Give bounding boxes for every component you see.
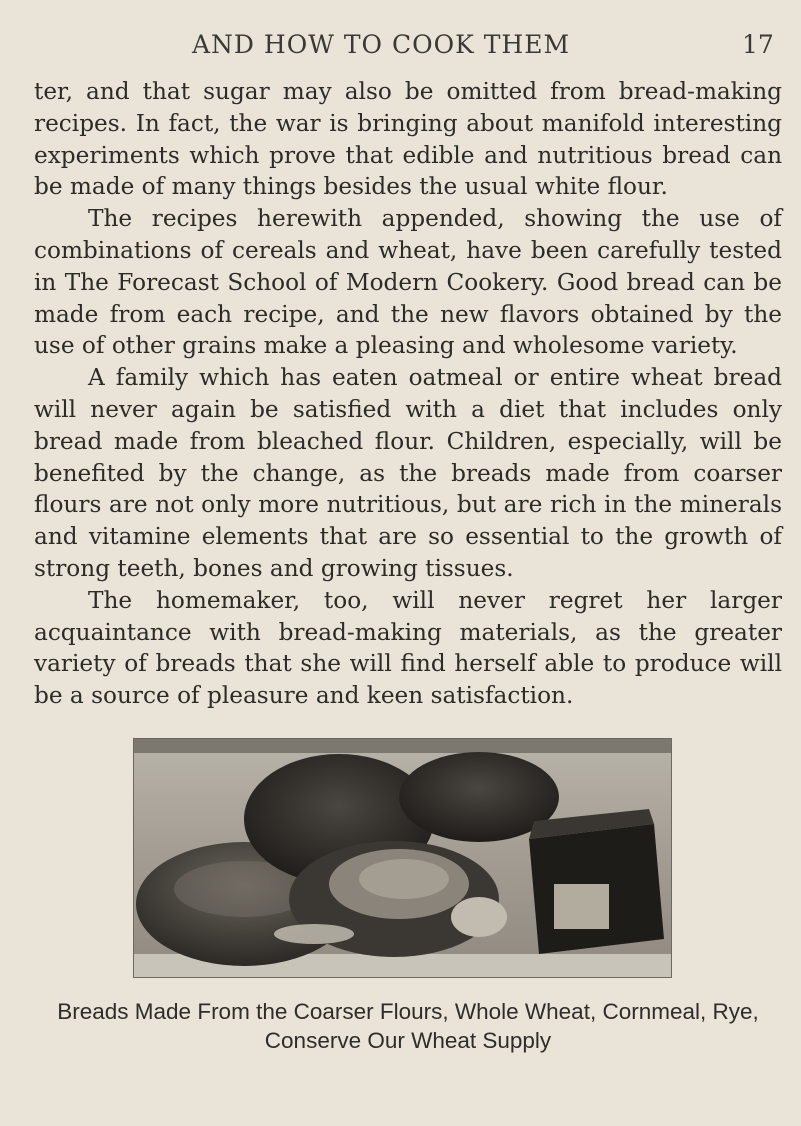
body-text bbox=[34, 76, 782, 712]
caption-line-2: Conserve Our Wheat Supply bbox=[264, 1028, 552, 1053]
running-head: AND HOW TO COOK THEM bbox=[192, 30, 571, 59]
figure-caption bbox=[34, 997, 782, 1055]
page-number: 17 bbox=[742, 30, 774, 59]
paragraph-4: The homemaker, too, will never regret her larger acquaintance with bread-making materials, as the greater variety of breads that she will find herself able to produce will be a source of pleasure and keen satisfaction. bbox=[34, 586, 782, 710]
caption-line-1: Breads Made From the Coarser Flours, Whole Wheat, Cornmeal, Rye, bbox=[57, 999, 759, 1024]
bread-photo-illustration bbox=[134, 739, 671, 977]
paragraph-1: ter, and that sugar may also be omitted from bread-making recipes. In fact, the war is bringing about manifold interesting experiments which prove that edible and nutritious bread can be made of many things besides the usual white flour. bbox=[34, 78, 782, 201]
paragraph-2: The recipes herewith appended, showing the use of combinations of cereals and wheat, have been carefully tested in The Forecast School of Modern Cookery. Good bread can be made from each recipe, and the new flavors obtained by the use of other grains make a pleasing and wholesome variety. bbox=[34, 205, 782, 360]
page-header bbox=[0, 30, 801, 62]
paragraph-3: A family which has eaten oatmeal or entire wheat bread will never again be satisfied with a diet that includes only bread made from bleached flour. Children, especially, will be benefited by the change, as the breads made from coarser flours are not only more nutritious, but are rich in the minerals and vitamine elements that are so essential to the growth of strong teeth, bones and growing tissues. bbox=[34, 364, 782, 582]
bread-photograph bbox=[133, 738, 672, 978]
